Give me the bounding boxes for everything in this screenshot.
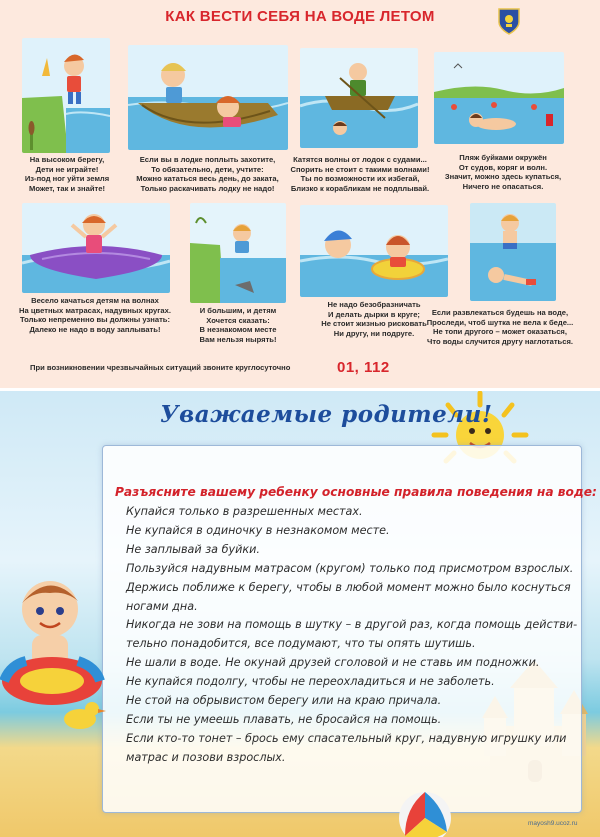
site-watermark: mayosh9.ucoz.ru [528, 820, 578, 827]
parents-rules-poster [0, 391, 600, 837]
tip-caption-7: Не надо безобразничать И делать дырки в круге; Не стоит жизнью рисковать Ни другу, ни подруге. [321, 300, 427, 338]
rules-heading: Разъясните вашему ребенку основные правила поведения на воде: [115, 485, 597, 499]
tip-caption-1: На высоком берегу, Дети не играйте! Из-под ног уйти земля Может, так и знайте! [24, 155, 110, 193]
illustration-cliff-child [22, 38, 110, 153]
tip-caption-8: Если развлекаться будешь на воде, Проследи, чтоб шутка не вела к беде... Не топи другого – может оказаться, Что воды случится другу наглотаться. [426, 308, 574, 346]
tip-caption-5: Весело качаться детям на волнах На цветных матрасах, надувных кругах. Только непременно вы должны узнать: Далеко не надо в воду заплывать! [19, 296, 171, 334]
rule-line: ногами дна. [126, 599, 198, 613]
rule-line: Не купайся в одиночку в незнакомом месте. [126, 523, 390, 537]
illustration-waves-swimmer [300, 48, 418, 148]
illustration-playful-swimmers [470, 203, 556, 301]
rule-line: Не шали в воде. Не окунай друзей сголовой и не ставь им подножки. [126, 656, 540, 670]
rule-line: Если кто-то тонет – брось ему спасательный круг, надувную игрушку или [126, 731, 567, 745]
rule-line: матрас и позови взрослых. [126, 750, 286, 764]
rule-line: Не заплывай за буйки. [126, 542, 260, 556]
rules-list [126, 503, 578, 768]
emblem-shield-icon [498, 8, 520, 35]
tip-caption-6: И большим, и детям Хочется сказать: В незнакомом месте Вам нельзя нырять! [199, 306, 277, 344]
beach-ball-icon [395, 788, 455, 837]
tip-caption-2: Если вы в лодке поплыть захотите, То обязательно, дети, учтите: Можно кататься весь день, до заката, Только раскачивать лодку не надо! [136, 155, 279, 193]
parents-title: Уважаемые родители! [160, 401, 493, 428]
illustration-beach-buoys [434, 52, 564, 144]
rule-line: Купайся только в разрешенных местах. [126, 505, 363, 518]
rule-line: Никогда не зови на помощь в шутку – в другой раз, когда помощь действи- [126, 618, 578, 632]
water-safety-poster [0, 0, 600, 388]
rule-line: Пользуйся надувным матрасом (кругом) только под присмотром взрослых. [126, 561, 574, 575]
tip-caption-4: Пляж буйками окружён От судов, коряг и волн. Значит, можно здесь купаться, Ничего не опасаться. [444, 153, 562, 191]
illustration-diving-child [190, 203, 286, 303]
illustration-swim-ring-kids [300, 205, 448, 297]
rule-line: тельно понадобится, все подумают, что ты опять шутишь. [126, 637, 476, 651]
rule-line: Не стой на обрывистом берегу или на краю причала. [126, 694, 442, 708]
emergency-number: 01, 112 [337, 359, 390, 376]
illustration-mattress-girl [22, 203, 170, 293]
child-with-swim-ring-icon [0, 569, 118, 739]
tip-caption-3: Катятся волны от лодок с судами... Спорить не стоит с такими волнами! Ты по возможности их избегай, Близко к корабликам не подплывай. [290, 155, 430, 193]
illustration-boat-children [128, 45, 288, 150]
emergency-text: При возникновении чрезвычайных ситуаций звоните круглосуточно [30, 363, 291, 372]
rule-line: Не купайся подолгу, чтобы не переохладиться и не заболеть. [126, 675, 495, 689]
rule-line: Если ты не умеешь плавать, не бросайся на помощь. [126, 712, 442, 726]
poster-title: КАК ВЕСТИ СЕБЯ НА ВОДЕ ЛЕТОМ [165, 8, 435, 25]
rule-line: Держись поближе к берегу, чтобы в любой момент можно было коснуться [126, 580, 571, 594]
